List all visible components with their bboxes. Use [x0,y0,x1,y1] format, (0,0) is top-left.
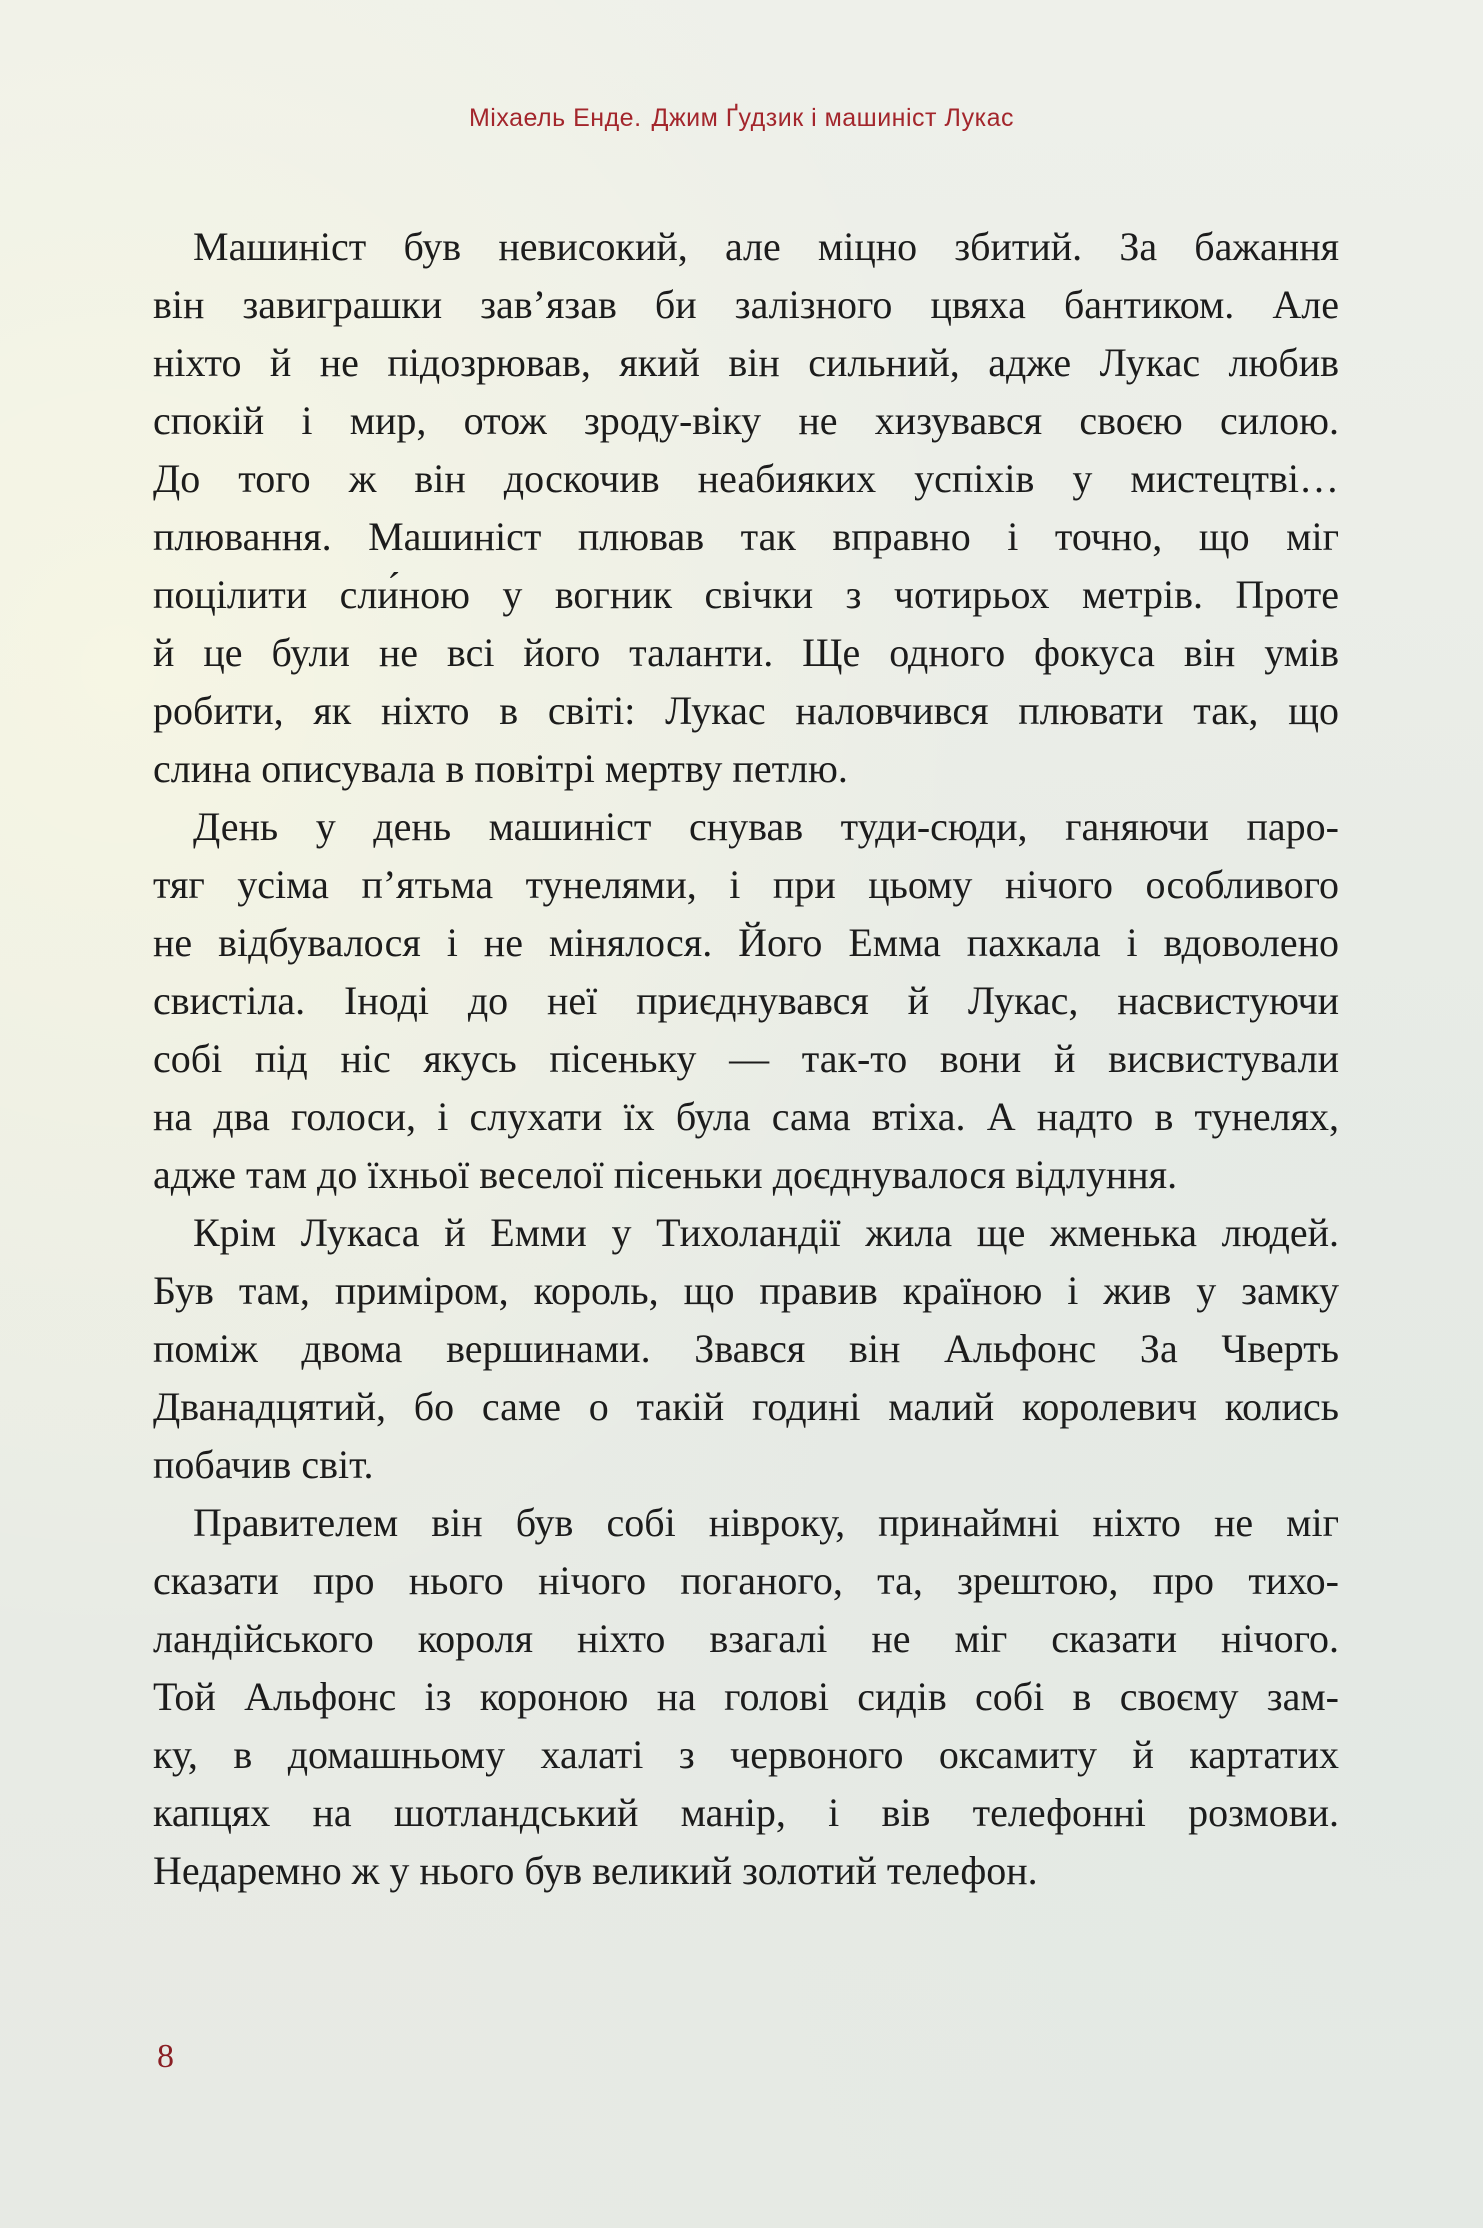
text-line: й це були не всі його таланти. Ще одного фокуса він умів [153,630,1339,675]
text-line: адже там до їхньої веселої пісеньки доєднувалося відлуння. [153,1152,1178,1197]
paragraph-1 [153,218,1339,798]
paragraph-3 [153,1204,1339,1494]
text-line: Був там, приміром, король, що правив країною і жив у замку [153,1268,1339,1313]
text-line: свистіла. Іноді до неї приєднувався й Лукас, насвистуючи [153,978,1339,1023]
text-line: поцілити сли́ною у вогник свічки з чотирьох метрів. Проте [153,572,1339,617]
running-head-title: Джим Ґудзик і машиніст Лукас [651,104,1015,132]
text-line: робити, як ніхто в світі: Лукас наловчився плювати так, що [153,688,1339,733]
running-head-author: Міхаель Енде. [468,104,642,132]
text-line: він завиграшки зав’язав би залізного цвяха бантиком. Але [153,282,1339,327]
paragraph-4 [153,1494,1339,1900]
text-line: тяг усіма п’ятьма тунелями, і при цьому нічого особливого [153,862,1339,907]
text-line: сказати про нього нічого поганого, та, зрештою, про тихо- [153,1558,1339,1603]
text-line: побачив світ. [153,1442,374,1487]
running-head [0,104,1483,133]
text-line: спокій і мир, отож зроду-віку не хизувався своєю силою. [153,398,1339,443]
text-line: не відбувалося і не мінялося. Його Емма пахкала і вдоволено [153,920,1339,965]
text-line: До того ж він доскочив неабияких успіхів у мистецтві… [153,456,1339,501]
text-line: Крім Лукаса й Емми у Тихоландії жила ще жменька людей. [193,1210,1339,1255]
text-line: День у день машиніст снував туди-сюди, ганяючи паро- [193,804,1339,849]
text-line: слина описувала в повітрі мертву петлю. [153,746,848,791]
text-line: ландійського короля ніхто взагалі не міг сказати нічого. [153,1616,1339,1661]
paragraph-2 [153,798,1339,1204]
text-line: плювання. Машиніст плював так вправно і точно, що міг [153,514,1339,559]
text-line: Машиніст був невисокий, але міцно збитий. За бажання [193,224,1339,269]
text-line: Той Альфонс із короною на голові сидів собі в своєму зам- [153,1674,1339,1719]
text-line: Недаремно ж у нього був великий золотий телефон. [153,1848,1038,1893]
body-text [153,218,1339,1900]
text-line: ку, в домашньому халаті з червоного оксамиту й картатих [153,1732,1339,1777]
text-line: на два голоси, і слухати їх була сама втіха. А надто в тунелях, [153,1094,1339,1139]
text-line: ніхто й не підозрював, який він сильний, адже Лукас любив [153,340,1339,385]
text-line: поміж двома вершинами. Звався він Альфонс За Чверть [153,1326,1339,1371]
page-number: 8 [157,2038,174,2075]
text-line: капцях на шотландський манір, і вів телефонні розмови. [153,1790,1339,1835]
text-line: Дванадцятий, бо саме о такій годині малий королевич колись [153,1384,1339,1429]
text-line: собі під ніс якусь пісеньку — так-то вони й висвистували [153,1036,1339,1081]
text-line: Правителем він був собі нівроку, принаймні ніхто не міг [193,1500,1339,1545]
